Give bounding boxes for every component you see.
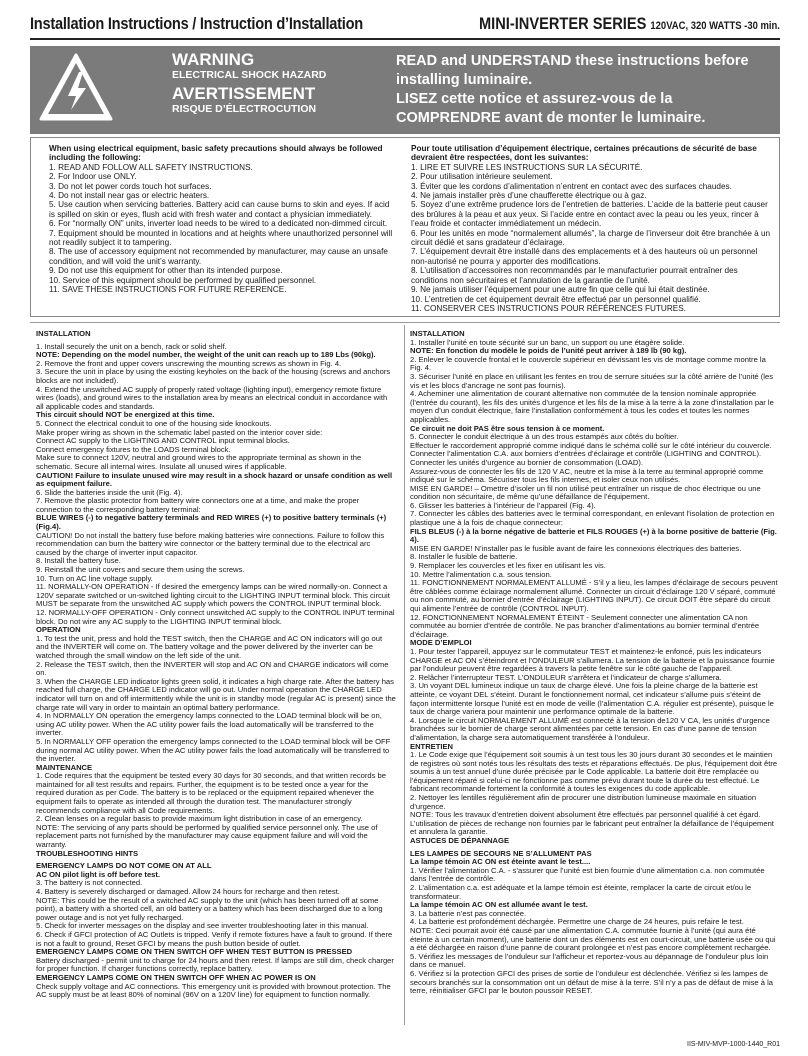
list-item: 1. Code requires that the equipment be tested every 30 days for 30 seconds, and that written records be maintained for all test results and repairs. Further, the equipment is to be tested once a year for the required duration as per Code. The battery is to be replaced or the equipment repaired whenever the equipment fails to operate as intended all through the duration test. The manufacturer strongly recommends compliance with all Code requirements. bbox=[36, 771, 386, 815]
read-notice-en: READ and UNDERSTAND these instructions before installing luminaire. bbox=[396, 53, 749, 88]
list-item: 4. Acheminer une alimentation de courant alternative non commutée de la tension nominale appropriée (l’entrée du courant), les fils des unités d’urgence et les fils de la mise à la terre à la zone d’installation par le moyen d’un conduit électrique, faire l’installation conformément à tous les codes et toutes les normes applicables. bbox=[410, 389, 774, 424]
list-item: CAUTION! Failure to insulate unused wire may result in a shock hazard or unsafe condition as well as equipment failure. bbox=[36, 470, 393, 489]
list-item: 5. Soyez d’une extrême prudence lors de l’entretien de batteries. L’acide de la batterie peut causer des brûlures à la peau et aux yeux. Si l’acide entre en contact avec la peau ou les yeux, rincer à l’eau froide et contacter immédiatement un médecin. bbox=[411, 200, 768, 229]
safety-list-en bbox=[49, 163, 394, 295]
list-item: 10. Service of this equipment should be performed by qualified personnel. bbox=[49, 275, 317, 285]
list-item: 2. For Indoor use ONLY. bbox=[49, 172, 137, 182]
page-title: Installation Instructions / Instruction d’Installation bbox=[30, 14, 363, 33]
list-item: 6. Glisser les batteries à l’intérieur de l’appareil (Fig. 4). bbox=[410, 500, 596, 510]
list-item: 3. When the CHARGE LED indicator lights green solid, it indicates a high charge rate. After the battery has reached full charge, the CHARGE LED indicator will go out. Under normal operation the CHARGE LED indicator will turn on and off intermittently while the unit is in standby mode (regular AC is present) since the charge rate will vary in order to maintain an optimal battery performance. bbox=[36, 676, 396, 712]
page-header bbox=[30, 14, 780, 36]
safety-intro-fr: Pour toute utilisation d’équipement électrique, certaines précautions de sécurité de base devraient être respectées, dont les suivantes: bbox=[411, 144, 757, 163]
installation-list-en bbox=[36, 343, 396, 627]
list-item: 3. Do not let power cords touch hot surfaces. bbox=[49, 181, 212, 191]
troubleshooting-list-en bbox=[36, 862, 396, 1000]
list-item: 7. Equipment should be mounted in locations and at heights where unauthorized personnel will not readily subject it to tampering. bbox=[49, 228, 393, 248]
installation-heading-fr: INSTALLATION bbox=[410, 329, 465, 338]
list-item: 11. NORMALLY-ON OPERATION - If desired the emergency lamps can be wired normally-on. Connect a 120V separate switched or un-switched lighting circuit to the LIGHTING INPUT terminal block. This circuit MUST be separate from the unswitched AC supply which powers the CONTROL INPUT terminal block. bbox=[36, 582, 390, 609]
list-item: Assurez-vous de connecter les fils de 120 V AC, neutre et la mise à la terre au terminal approprié comme indiqué sur le schéma. Sécuriser tous les fils internes, et isoler ceux non utilisés. bbox=[410, 466, 764, 485]
series-title bbox=[479, 14, 780, 34]
high-voltage-warning-icon bbox=[38, 52, 114, 122]
list-item: EMERGENCY LAMPS COME ON THEN SWITCH OFF WHEN TEST BUTTON IS PRESSED bbox=[36, 947, 353, 957]
maintenance-list-fr bbox=[410, 751, 780, 837]
list-item: 2. Enlever le couvercle frontal et le couvercle supérieur en dévissant les vis de montage comme montre la Fig. 4. bbox=[410, 354, 766, 373]
column-divider bbox=[404, 325, 405, 1025]
list-item: 4. Extend the unswitched AC supply of properly rated voltage (lighting input), emergency remote fixture wires (loads), and ground wires to the installation area by means an electrical conduit in accordance with all applicable codes and standards. bbox=[36, 384, 388, 411]
list-item: 10. Mettre l’alimentation c.a. sous tension. bbox=[410, 569, 552, 579]
list-item: 10. L’entretien de cet équipement devrait être effectué par un personnel qualifié. bbox=[411, 294, 701, 304]
list-item: This circuit should NOT be energized at this time. bbox=[36, 410, 215, 420]
series-name: MINI-INVERTER SERIES bbox=[479, 14, 647, 33]
list-item: 1. Pour tester l’appareil, appuyez sur le commutateur TEST et maintenez-le enfoncé, puis les indicateurs CHARGE et AC ON s’éteindront et l’ONDULEUR s’allumera. La tension de la batterie et la puissance fournie par l’onduleur peuvent être regardées à travers la petite fenêtre sur le côté gauche de l’appareil. bbox=[410, 646, 775, 674]
maintenance-list-en bbox=[36, 772, 396, 849]
read-notice bbox=[396, 52, 776, 128]
list-item: 3. Sécuriser l’unité en place en utilisant les fentes en trou de serrure situées sur la côté arrière de l’unité (les vis et les blocs d’ancrage ne sont pas fournis). bbox=[410, 371, 774, 390]
list-item: 5. Use caution when servicing batteries. Battery acid can cause burns to skin and eyes. If acid is spilled on skin or eyes, flush acid with fresh water and contact a physician immediately. bbox=[49, 200, 390, 219]
list-item: 5. Connect the electrical conduit to one of the housing side knockouts. bbox=[36, 418, 272, 428]
list-item: 2. Pour utilisation intérieure seulement. bbox=[411, 172, 553, 182]
list-item: 4. Lorsque le circuit NORMALEMENT ALLUMÉ est connecté à la tension de120 V CA, les unités d’urgence branchées sur le bornier de charge seront alimentées par cette tension. En cas d’une panne de tension d’alimentation, la charge sera automatiquement transférée à l’onduleur. bbox=[410, 715, 770, 742]
list-item: 7. Remove the plastic protector from battery wire connectors one at a time, and make the proper connection to the corresponding battery terminal: bbox=[36, 496, 360, 514]
list-item: FILS BLEUS (-) à la borne négative de batterie et FILS ROUGES (+) à la borne positive de batterie (Fig. 4). bbox=[410, 526, 777, 545]
warning-text bbox=[172, 51, 326, 115]
list-item: Check supply voltage and AC connections. This emergency unit is provided with brownout protection. The AC supply must be at least 80% of nominal (96V on a 120V line) for equipment to function normally. bbox=[36, 981, 391, 1000]
list-item: NOTE: En fonction du modèle le poids de l’unité peut arriver à 189 lb (90 kg). bbox=[410, 346, 687, 356]
list-item: 3. Éviter que les cordons d’alimentation n’entrent en contact avec des surfaces chaudes. bbox=[411, 181, 732, 191]
hazard-en: ELECTRICAL SHOCK HAZARD bbox=[172, 69, 327, 81]
list-item: 1. To test the unit, press and hold the TEST switch, then the CHARGE and AC ON indicators will go out and the INVERTER will come on. The battery voltage and the power delivered by the inverter can be watched through the small window on the left side of the unit. bbox=[36, 633, 383, 660]
list-item: EMERGENCY LAMPS DO NOT COME ON AT ALL bbox=[36, 861, 212, 871]
list-item: Ce circuit ne doit PAS être sous tension à ce moment. bbox=[410, 423, 605, 433]
list-item: 4. Ne jamais installer près d’une chaufferette électrique ou à gaz. bbox=[411, 191, 647, 201]
list-item: 3. La batterie n’est pas connectée. bbox=[410, 908, 527, 918]
list-item: 1. Installer l’unité en toute sécurité sur un banc, un support ou une étagère solide. bbox=[410, 337, 685, 347]
list-item: EMERGENCY LAMPS COME ON THEN SWITCH OFF WHEN AC POWER IS ON bbox=[36, 972, 316, 982]
list-item: 4. Battery is severely discharged or damaged. Allow 24 hours for recharge and then retest. bbox=[36, 887, 340, 896]
list-item: 8. The use of accessory equipment not recommended by manufacturer, may cause an unsafe condition, and will void the unit’s warranty. bbox=[49, 247, 388, 266]
warning-fr: AVERTISSEMENT bbox=[172, 84, 316, 103]
list-item: Connecter les unités d’urgence au bornier de consommation (LOAD). bbox=[410, 457, 643, 467]
list-item: LES LAMPES DE SECOURS NE S’ALLUMENT PAS bbox=[410, 848, 592, 858]
list-item: 6. Vérifiez si la protection GFCI des prises de sortie de l’onduleur est déclenchée. Vérifiez si les lampes de secours branchés sur la consommation ont un défaut de mise à la terre. S’il n’y a pas de défaut de mise à la terre, réinitialiser GFCI par le bouton poussoir RESET. bbox=[410, 968, 774, 996]
installation-list-fr bbox=[410, 339, 780, 640]
list-item: 9. Remplacer les couvercles et les fixer en utilisant les vis. bbox=[410, 561, 606, 571]
series-spec: 120VAC, 320 WATTS -30 min. bbox=[650, 20, 780, 32]
list-item: 4. Do not install near gas or electric heaters. bbox=[49, 191, 210, 201]
hazard-fr: RISQUE D’ÉLECTROCUTION bbox=[172, 103, 317, 115]
list-item: AC ON pilot light is off before test. bbox=[36, 869, 161, 879]
section-rule bbox=[30, 322, 780, 323]
document-code: IIS-MIV-MVP-1000-1440_R01 bbox=[687, 1041, 780, 1048]
list-item: NOTE: Ceci pourrait avoir été causé par une alimentation C.A. commutée fournie à l’unité (qui aura été éteinte à un certain moment), une batterie dont un des éléments est en court-circuit, une batterie usée ou qui a été déchargée en raison d’une panne de courant prolongée et n’est pas encore complètement rechargée. bbox=[410, 925, 776, 953]
list-item: 7. L’équipement devrait être installé dans des emplacements et à des hauteurs où un personnel non-autorisé ne pourra y apporter des modifications. bbox=[411, 247, 758, 266]
list-item: 7. Connecter les câbles des batteries avec le terminal correspondant, en enlevant l’isolation de protection en plastique une à la fois de chaque connecteur: bbox=[410, 509, 775, 528]
english-column bbox=[36, 330, 396, 1000]
list-item: MISE EN GARDE! N’installer pas le fusible avant de faire les connexions électriques des batteries. bbox=[410, 543, 742, 553]
list-item: 5. In NORMALLY OFF operation the emergency lamps connected to the LOAD terminal block will be OFF during normal AC utility power. When the AC utility power fails the load automatically will be transferred to the inverter. bbox=[36, 736, 391, 764]
list-item: 6. Pour les unités en mode “normalement allumés”, la charge de l’inverseur doit être branchée à un circuit dédié et sans gradateur d’éclairage. bbox=[411, 228, 771, 248]
safety-list-fr bbox=[411, 163, 773, 314]
warning-banner bbox=[30, 46, 780, 134]
warning-en: WARNING bbox=[172, 50, 255, 69]
list-item: 2. Clean lenses on a regular basis to provide maximum light distribution in case of an emergency. bbox=[36, 814, 363, 824]
list-item: 9. Reinstall the unit covers and secure them using the screws. bbox=[36, 565, 245, 575]
list-item: NOTE: The servicing of any parts should be performed by qualified service personnel only. The use of replacement parts not furnished by the manufacturer may cause equipment failure and will void the warranty. bbox=[36, 822, 378, 850]
list-item: 3. Un voyant DEL lumineux indique un taux de charge élevé. Une fois la pleine charge de la batterie est atteinte, ce voyant DEL s’éteint. Durant le fonctionnement normal, cet indicateur s’allume puis s’éteint de façon intermittente lorsque l’unité est en mode de veille (l’alimentation C.A. régulier est présente), puisque le taux de charge variera pour maintenir une performance optimale de la batterie. bbox=[410, 681, 774, 717]
troubleshooting-heading-en: TROUBLESHOOTING HINTS bbox=[36, 848, 139, 858]
list-item: 6. Slide the batteries inside the unit (Fig. 4). bbox=[36, 487, 183, 497]
safety-fr bbox=[411, 144, 773, 313]
list-item: 10. Turn on AC line voltage supply. bbox=[36, 573, 153, 583]
list-item: 6. For “normally ON” units, inverter load needs to be wired to a dedicated non-dimmed circuit. bbox=[49, 219, 388, 229]
troubleshooting-list-fr bbox=[410, 850, 780, 996]
list-item: 9. Ne jamais utiliser l’équipement pour une autre fin que celle qui lui était destinée. bbox=[411, 285, 710, 295]
operation-heading-fr: MODE D’EMPLOI bbox=[410, 638, 472, 648]
installation-heading-en: INSTALLATION bbox=[36, 329, 91, 338]
list-item: 2. Remove the front and upper covers unscrewing the mounting screws as shown in Fig. 4. bbox=[36, 358, 342, 368]
list-item: 5. Vérifiez les messages de l’onduleur sur l’afficheur et reportez-vous au dépannage de l’onduleur plus loin dans ce manuel. bbox=[410, 951, 769, 970]
troubleshooting-heading-fr: ASTUCES DE DÉPANNAGE bbox=[410, 836, 510, 846]
list-item: Connecter l’alimentation C.A. aux borniers d’entrées d’éclairage et contrôle (LIGHTING and CONTROL). bbox=[410, 449, 762, 459]
list-item: 5. Check for inverter messages on the display and see inverter troubleshooting later in this manual. bbox=[36, 921, 369, 931]
list-item: Make sure to connect 120V, neutral and ground wires to the appropriate terminal as shown in the schematic. Secure all internal wires. Insulate all unused wires if applicable. bbox=[36, 453, 362, 471]
operation-heading-en: OPERATION bbox=[36, 625, 81, 635]
list-item: Make proper wiring as shown in the schematic label pasted on the interior cover side: bbox=[36, 427, 323, 437]
list-item: Connect emergency fixtures to the LOADS terminal block. bbox=[36, 444, 231, 454]
list-item: CAUTION! Do not install the battery fuse before making batteries wire connections. Failure to follow this recommendation can burn the battery wire connector or the battery terminal due to the electrical arc caused by the charge of inverter input capacitor. bbox=[36, 530, 385, 557]
list-item: 1. Install securely the unit on a bench, rack or solid shelf. bbox=[36, 341, 227, 351]
list-item: NOTE: Tous les travaux d’entretien doivent absolument être effectués par personnel qualifié à cet égard. L’utilisation de pièces de rechange non fournies par le fabricant peut entraîner la défaillance de l’équipement et annulera la garantie. bbox=[410, 810, 774, 837]
list-item: 4. La batterie est profondément déchargée. Permettre une charge de 24 heures, puis refaire le test. bbox=[410, 917, 744, 927]
list-item: 8. Install the battery fuse. bbox=[36, 556, 121, 566]
list-item: NOTE: Depending on the model number, the weight of the unit can reach up to 189 Lbs (90kg). bbox=[36, 350, 376, 360]
list-item: La lampe témoin AC ON est allumée avant le test. bbox=[410, 900, 588, 910]
safety-box bbox=[30, 137, 780, 317]
list-item: Connect AC supply to the LIGHTING AND CONTROL input terminal blocks. bbox=[36, 436, 290, 446]
list-item: 2. Release the TEST switch, then the INVERTER will stop and AC ON and CHARGE indicators will come on. bbox=[36, 659, 389, 678]
french-column bbox=[410, 330, 780, 996]
list-item: 1. READ AND FOLLOW ALL SAFETY INSTRUCTIONS. bbox=[49, 162, 253, 172]
list-item: 4. In NORMALLY ON operation the emergency lamps connected to the LOAD terminal block will be on, using AC utility power. When the AC utility power fails the load automatically will be transferred to the inverter. bbox=[36, 711, 382, 738]
header-rule bbox=[30, 38, 780, 40]
list-item: 8. Installer le fusible de batterie. bbox=[410, 552, 518, 562]
read-notice-fr: LISEZ cette notice et assurez-vous de la COMPRENDRE avant de monter le luminaire. bbox=[396, 91, 706, 126]
list-item: Effectuer le raccordement approprié comme indiqué dans le schéma collé sur le côté intérieur du couvercle. bbox=[410, 440, 772, 450]
list-item: 8. L’utilisation d’accessoires non recommandés par le manufacturier pourrait entraîner des conditions non sécuritaires et l’annulation de la garantie de l’unité. bbox=[411, 266, 738, 285]
list-item: 11. FONCTIONNEMENT NORMALEMENT ALLUMÉ - S’il y a lieu, les lampes d’éclairage de secours peuvent être câblées comme éclairage normalement allumé. Connecter un circuit d’éclairage 120 V séparé, commuté ou non commuté, au bornier d’entrée d’éclairage (LIGHTING INPUT). Ce circuit DOIT être séparé du circuit qui alimente l’entrée de contrôle (CONTROL INPUT). bbox=[410, 578, 778, 613]
list-item: 2. L’alimentation c.a. est adéquate et la lampe témoin est éteinte, remplacer la carte de circuit et/ou le transformateur. bbox=[410, 883, 752, 901]
operation-list-fr bbox=[410, 648, 780, 743]
list-item: 3. The battery is not connected. bbox=[36, 878, 143, 888]
list-item: 2. Relâcher l’interrupteur TEST. L’ONDULEUR s’arrêtera et l’indicateur de charge s’allumera. bbox=[410, 672, 722, 682]
list-item: 1. Vérifier l’alimentation C.A. - s’assurer que l’unité est bien fournie d’une alimentation c.a. non commutée dans l’entrée de contrôle. bbox=[410, 865, 765, 884]
operation-list-en bbox=[36, 635, 396, 764]
list-item: Battery discharged - permit unit to charge for 24 hours and then retest. If lamps are still dim, check charger for proper function. If charger functions correctly, replace battery. bbox=[36, 955, 394, 974]
safety-intro-en: When using electrical equipment, basic safety precautions should always be followed including the following: bbox=[49, 144, 383, 163]
list-item: 1. LIRE ET SUIVRE LES INSTRUCTIONS SUR LA SÉCURITÉ. bbox=[411, 162, 643, 172]
list-item: 12. NORMALLY-OFF OPERATION - Only connect unswitched AC supply to the CONTROL INPUT terminal block. Do not wire any AC supply to the LIGHTING INPUT terminal block. bbox=[36, 608, 395, 626]
list-item: BLUE WIRES (-) to negative battery terminals and RED WIRES (+) to positive battery terminals (+) (Fig.4). bbox=[36, 513, 387, 532]
list-item: 1. Le Code exige que l’équipement soit soumis à un test tous les 30 jours durant 30 secondes et le maintien de registres où sont notés tous les résultats des tests et réparations effectués. De plus, l’équipement doit être soumis à un test annuel d’une durée précisée par le Code applicable. La batterie doit être remplacée ou l’équipement réparé si celui-ci ne fonctionne pas comme prévu durant toute la durée du test effectué. Le fabricant recommande fortement la conformité à toutes les exigences du code applicable. bbox=[410, 750, 778, 794]
list-item: 6. Check if GFCI protection of AC Outlets is tripped. Verify if remote fixtures have a fault to ground. If there is not a fault to ground, Reset GFCI by means the push button beside of outlet. bbox=[36, 929, 393, 948]
list-item: 11. SAVE THESE INSTRUCTIONS FOR FUTURE REFERENCE. bbox=[49, 285, 287, 295]
list-item: 2. Nettoyer les lentilles régulièrement afin de procurer une distribution lumineuse maximale en situation d’urgence. bbox=[410, 793, 757, 811]
list-item: 3. Secure the unit in place by using the existing keyholes on the back of the housing (screws and anchors blocks are not included). bbox=[36, 367, 391, 385]
list-item: MISE EN GARDE! – Omettre d’isoler un fil non utilisé peut entraîner un risque de choc électrique ou une condition non sécuritaire, de même qu’une défaillance de l’équipement. bbox=[410, 483, 761, 502]
list-item: La lampe témoin AC ON est éteinte avant le test.... bbox=[410, 857, 591, 867]
list-item: 5. Connecter le conduit électrique à un des trous estampés aux côtés du boîtier. bbox=[410, 432, 679, 442]
list-item: NOTE: This could be the result of a switched AC supply to the unit (which has been turned off at some point), a battery with a shorted cell, an old battery or a battery which has been discharged due to a long power outage and is not yet fully recharged. bbox=[36, 895, 383, 922]
maintenance-heading-fr: ENTRETIEN bbox=[410, 741, 454, 751]
safety-en bbox=[49, 144, 394, 295]
list-item: 11. CONSERVER CES INSTRUCTIONS POUR RÉFÉRENCES FUTURES. bbox=[411, 303, 686, 313]
maintenance-heading-en: MAINTENANCE bbox=[36, 762, 93, 772]
list-item: 9. Do not use this equipment for other than its intended purpose. bbox=[49, 266, 283, 276]
list-item: 12. FONCTIONNEMENT NORMALEMENT ÉTEINT - Seulement connecter une alimentation CA non commutée au bornier d’entrée de contrôle. Ne pas brancher d’alimentations au bornier terminal d’entrée d’éclairage. bbox=[410, 612, 760, 639]
